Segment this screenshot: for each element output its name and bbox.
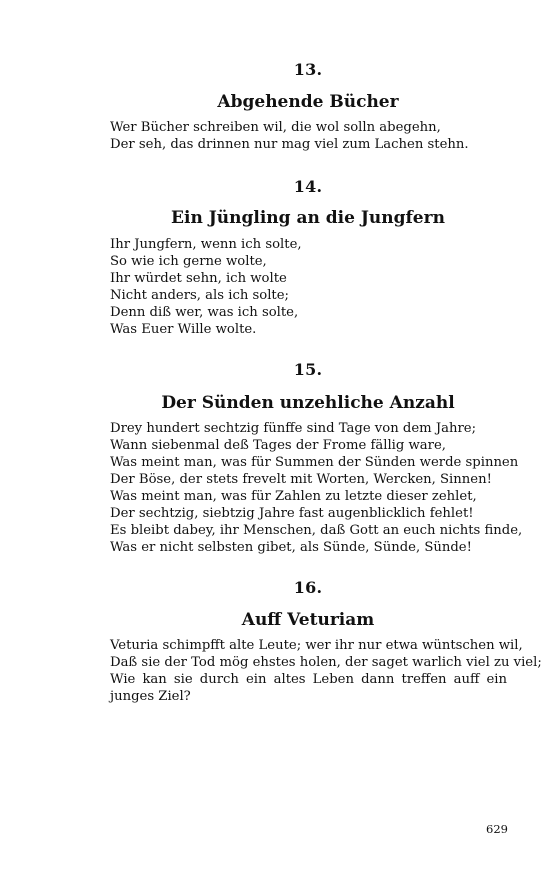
verse-line: Der seh, das drinnen nur mag viel zum Lachen stehn.: [110, 137, 469, 152]
verse-line: So wie ich gerne wolte,: [110, 254, 267, 269]
poem-number: 15.: [293, 360, 323, 379]
verse-line: Was meint man, was für Summen der Sünden werde spinnen: [110, 455, 519, 470]
poem-number: 13.: [293, 60, 323, 79]
verse-line: Veturia schimpfft alte Leute; wer ihr nur etwa wüntschen wil,: [110, 638, 523, 653]
poem-number: 16.: [293, 578, 323, 597]
page-number: 629: [486, 822, 508, 836]
verse-line: Nicht anders, als ich solte;: [110, 288, 289, 303]
poem-title: Auff Veturiam: [241, 610, 375, 630]
poem-body: [110, 637, 542, 705]
verse-line: Wann siebenmal deß Tages der Frome fällig ware,: [110, 438, 446, 453]
verse-line: Ihr würdet sehn, ich wolte: [110, 271, 287, 286]
verse-line: Ihr Jungfern, wenn ich solte,: [110, 237, 302, 252]
poem-body: [110, 420, 523, 556]
poem-title: Abgehende Bücher: [217, 92, 399, 112]
verse-line: Drey hundert sechtzig fünffe sind Tage von dem Jahre;: [110, 421, 477, 436]
verse-line: Der Böse, der stets frevelt mit Worten, Wercken, Sinnen!: [110, 472, 492, 487]
verse-line: Was Euer Wille wolte.: [110, 322, 257, 337]
verse-line: Der sechtzig, siebtzig Jahre fast augenblicklich fehlet!: [110, 506, 474, 521]
poem-body: [110, 236, 507, 338]
verse-line: Wie kan sie durch ein altes Leben dann treffen auff ein junges Ziel?: [110, 672, 507, 704]
poem-title: Der Sünden unzehliche Anzahl: [161, 393, 455, 413]
verse-line: Was meint man, was für Zahlen zu letzte dieser zehlet,: [110, 489, 477, 504]
verse-line: Daß sie der Tod mög ehstes holen, der saget warlich viel zu viel;: [110, 655, 542, 670]
poem-title: Ein Jüngling an die Jungfern: [171, 208, 445, 228]
poem-body: [110, 119, 507, 153]
poem-number: 14.: [293, 177, 323, 196]
verse-line: Was er nicht selbsten gibet, als Sünde, Sünde, Sünde!: [110, 540, 472, 555]
verse-line: Es bleibt dabey, ihr Menschen, daß Gott an euch nichts finde,: [110, 523, 523, 538]
verse-line: Denn diß wer, was ich solte,: [110, 305, 299, 320]
verse-line: Wer Bücher schreiben wil, die wol solln abegehn,: [110, 120, 441, 135]
